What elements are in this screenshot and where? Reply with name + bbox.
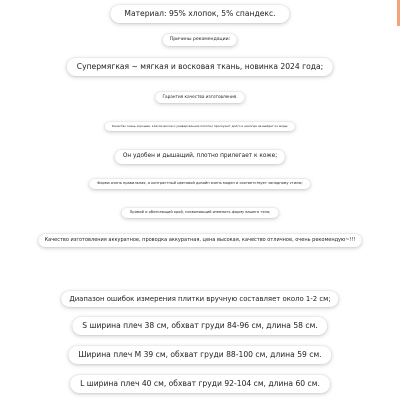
workmanship-line: Качество изготовления аккуратное, проводка аккуратная, цена высокая, качество отличное, очень рекомендую~!!! bbox=[39, 234, 362, 247]
size-m-line: Ширина плеч M 39 см, обхват груди 88-100 см, длина 59 см. bbox=[68, 346, 331, 364]
size-s-line: S ширина плеч 38 см, обхват груди 84-96 см, длина 58 см. bbox=[72, 317, 327, 335]
recommendation-heading: Причины рекомендации: bbox=[163, 34, 237, 46]
classic-fabric-line: Качество очень хорошее, классическое и универсальное полотно прослужит долго и никогда не выйдет из моды; bbox=[105, 122, 295, 131]
comfort-line: Он удобен и дышащий, плотно прилегает к коже; bbox=[115, 150, 285, 164]
material-line: Материал: 95% хлопок, 5% спандекс. bbox=[110, 5, 289, 23]
quality-guarantee-line: Гарантия качества изготовления. bbox=[155, 92, 244, 103]
shape-design-line: Форма очень правильная, а контрастный цветовой дизайн очень моден и соответствует западному стилю; bbox=[89, 179, 310, 189]
fabric-line: Супермягкая ~ мягкая и восковая ткань, новинка 2024 года; bbox=[67, 58, 333, 76]
measurement-error-line: Диапазон ошибок измерения плитки вручную составляет около 1-2 см; bbox=[61, 291, 338, 307]
fit-line: Прямой и облегающий крой, позволяющий изменить форму вашего тела; bbox=[122, 208, 279, 218]
size-l-line: L ширина плеч 40 см, обхват груди 92-104 см, длина 60 см. bbox=[70, 375, 330, 393]
